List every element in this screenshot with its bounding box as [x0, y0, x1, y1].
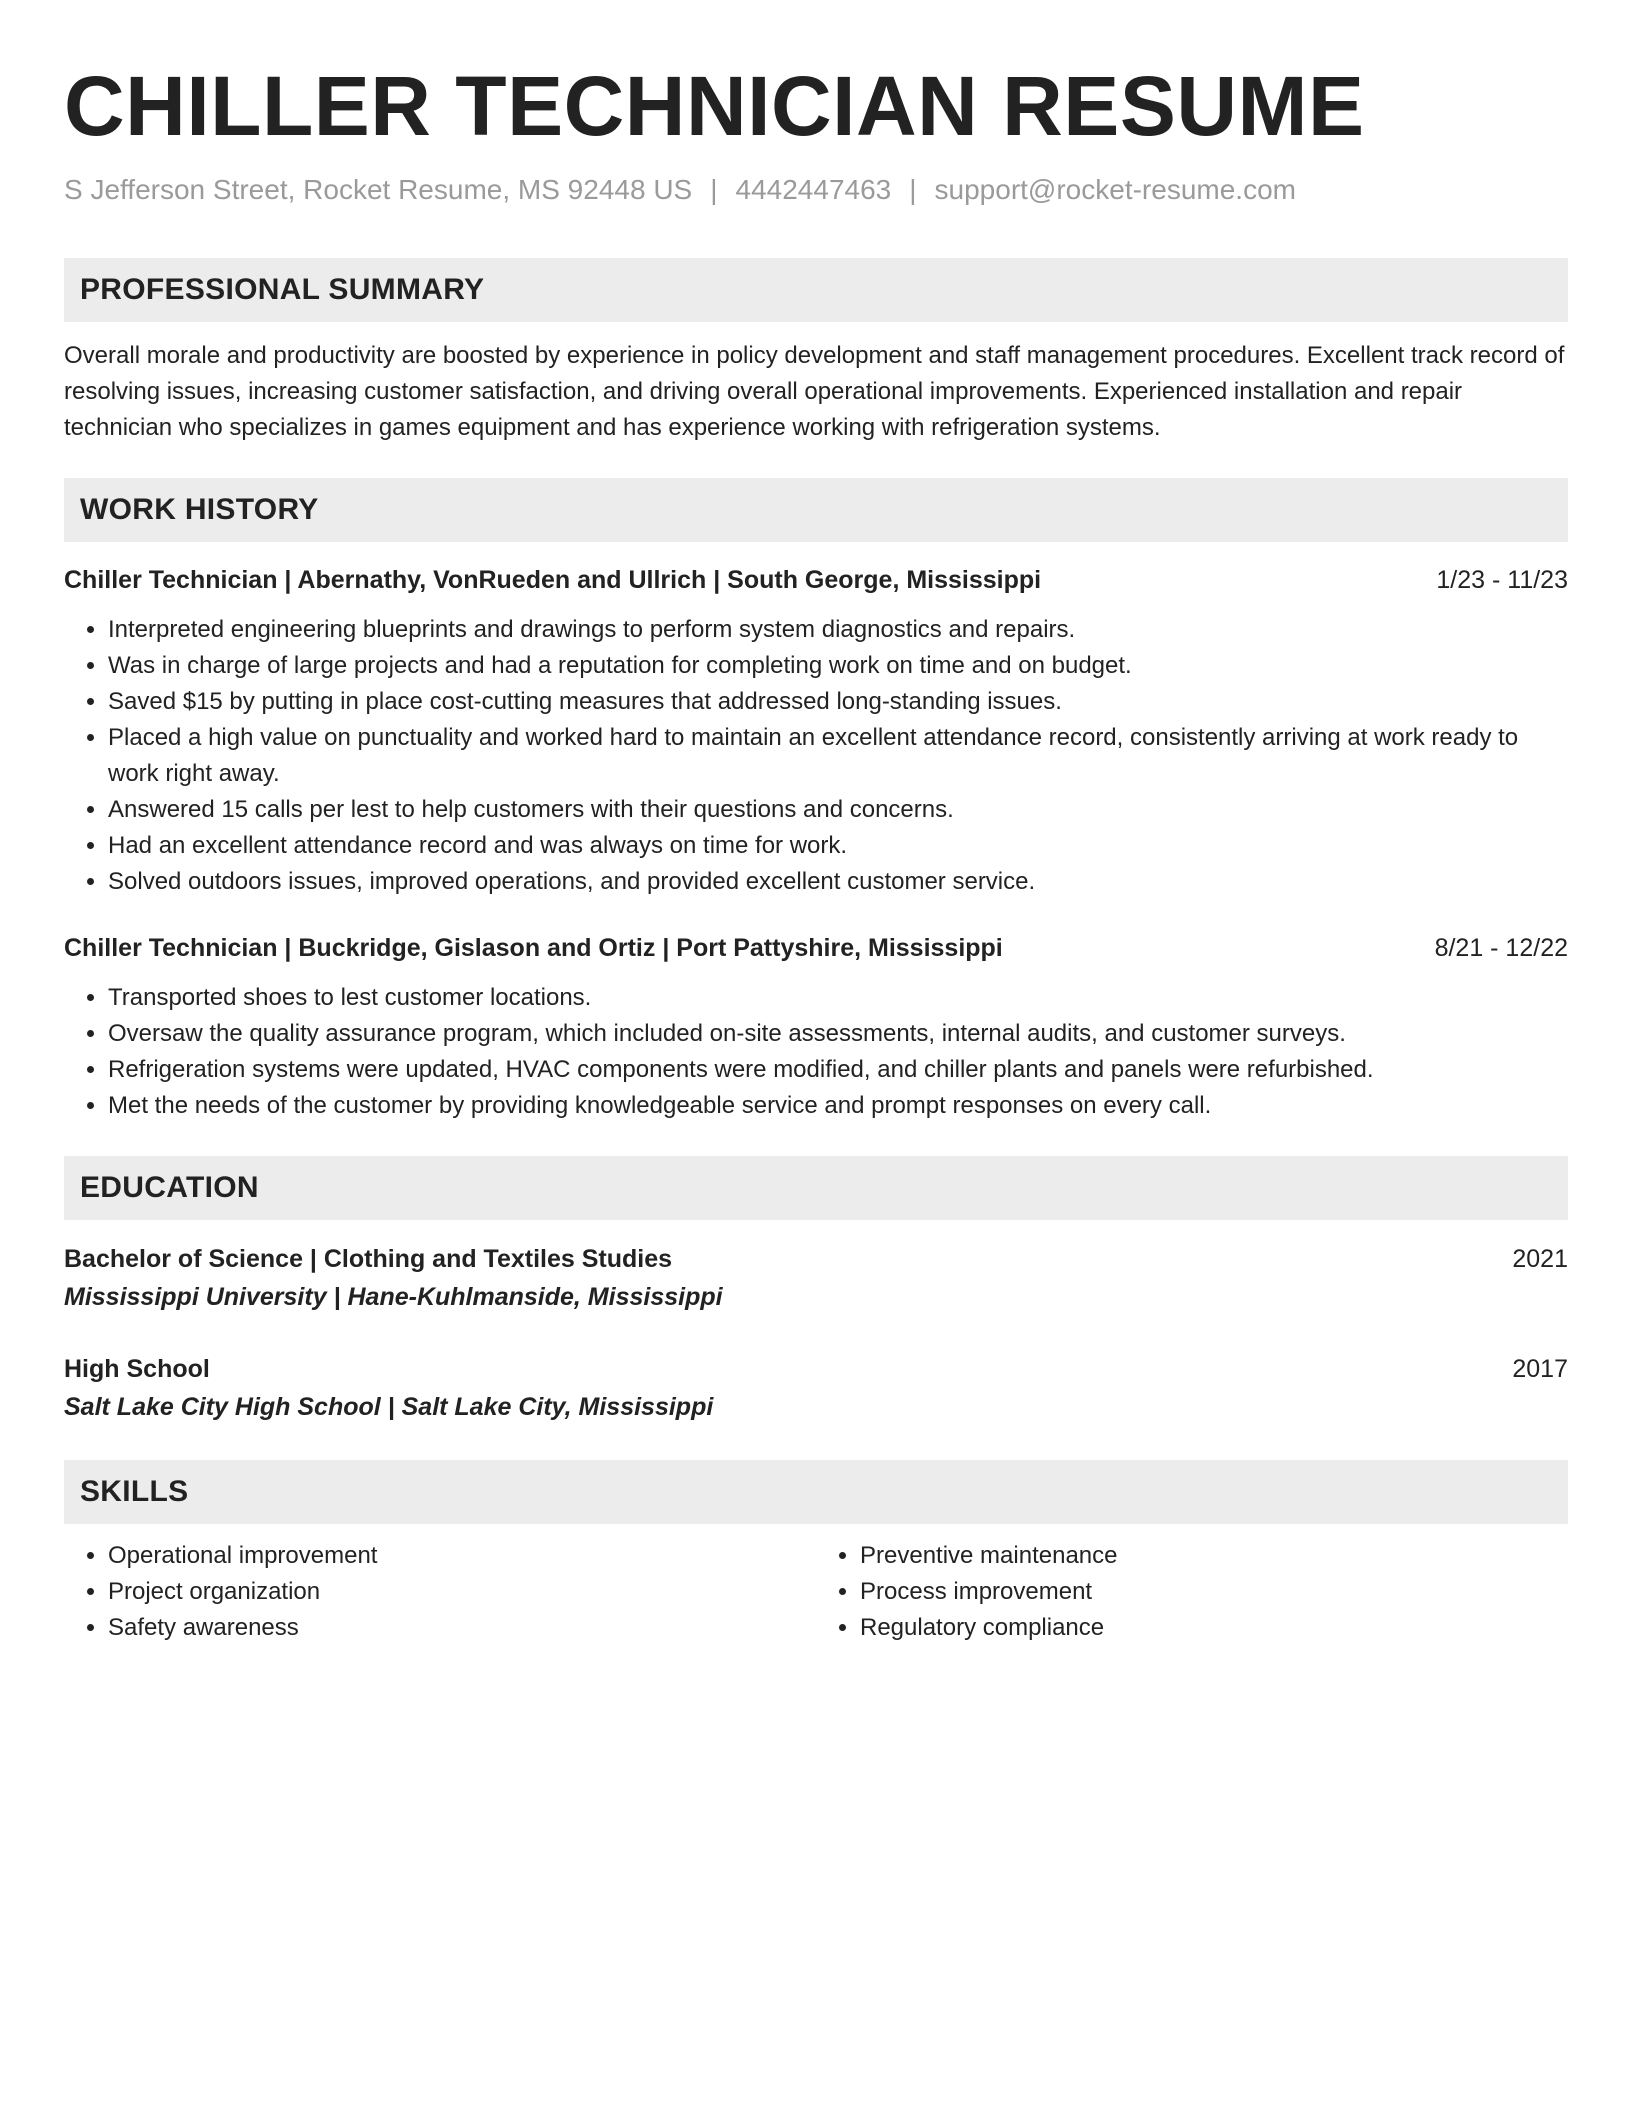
skills-heading: SKILLS	[64, 1460, 1568, 1524]
education-row	[64, 1350, 1568, 1388]
job-bullet: • Placed a high value on punctuality and worked hard to maintain an excellent attendance record, consistently arriving at work ready to work right away.	[108, 720, 1568, 792]
job-entry	[64, 930, 1568, 1124]
job-bullet: • Answered 15 calls per lest to help customers with their questions and concerns.	[108, 792, 1568, 828]
summary-text: Overall morale and productivity are boosted by experience in policy development and staff management procedures. Excellent track record of resolving issues, increasing customer satisfaction, and driving overall operational improvements. Experienced installation and repair technician who specializes in games equipment and has experience working with refrigeration systems.	[64, 342, 1565, 441]
job-title: Chiller Technician | Buckridge, Gislason and Ortiz | Port Pattyshire, Mississippi	[64, 934, 1003, 962]
job-bullet: • Refrigeration systems were updated, HVAC components were modified, and chiller plants and panels were refurbished.	[108, 1052, 1568, 1088]
job-title: Chiller Technician | Abernathy, VonRueden and Ullrich | South George, Mississippi	[64, 566, 1042, 594]
summary-heading: PROFESSIONAL SUMMARY	[64, 258, 1568, 322]
contact-email: support@rocket-resume.com	[934, 174, 1296, 205]
contact-separator: |	[710, 174, 718, 205]
contact-separator: |	[909, 174, 917, 205]
education-year: 2021	[1512, 1245, 1568, 1273]
education-row	[64, 1240, 1568, 1278]
job-bullet: • Had an excellent attendance record and was always on time for work.	[108, 828, 1568, 864]
education-year: 2017	[1512, 1355, 1568, 1383]
contact-line	[64, 172, 1568, 208]
skills-list	[64, 1538, 1568, 1646]
job-bullet: • Interpreted engineering blueprints and drawings to perform system diagnostics and repairs.	[108, 612, 1568, 648]
skills-column-right	[816, 1538, 1568, 1646]
education-school: Mississippi University | Hane-Kuhlmanside, Mississippi	[64, 1283, 723, 1311]
skill-item: • Safety awareness	[108, 1610, 816, 1646]
contact-phone: 4442447463	[735, 174, 892, 205]
work-history-heading: WORK HISTORY	[64, 478, 1568, 542]
skill-item: • Operational improvement	[108, 1538, 816, 1574]
education-heading: EDUCATION	[64, 1156, 1568, 1220]
job-entry	[64, 562, 1568, 900]
job-bullet: • Saved $15 by putting in place cost-cutting measures that addressed long-standing issues.	[108, 684, 1568, 720]
job-bullet: • Oversaw the quality assurance program, which included on-site assessments, internal audits, and customer surveys.	[108, 1016, 1568, 1052]
job-bullets	[64, 612, 1568, 900]
job-bullet: • Solved outdoors issues, improved operations, and provided excellent customer service.	[108, 864, 1568, 900]
education-school: Salt Lake City High School | Salt Lake City, Mississippi	[64, 1393, 714, 1421]
job-bullet: • Transported shoes to lest customer locations.	[108, 980, 1568, 1016]
job-bullets	[64, 980, 1568, 1124]
skill-item: • Regulatory compliance	[860, 1610, 1568, 1646]
education-entry	[64, 1240, 1568, 1316]
job-bullet: • Met the needs of the customer by providing knowledgeable service and prompt responses on every call.	[108, 1088, 1568, 1124]
job-dates: 8/21 - 12/22	[1434, 934, 1568, 962]
education-degree: Bachelor of Science | Clothing and Textiles Studies	[64, 1245, 673, 1273]
education-entry	[64, 1350, 1568, 1426]
job-bullet: • Was in charge of large projects and had a reputation for completing work on time and on budget.	[108, 648, 1568, 684]
job-title-row	[64, 562, 1568, 598]
skill-item: • Preventive maintenance	[860, 1538, 1568, 1574]
skill-item: • Process improvement	[860, 1574, 1568, 1610]
skill-item: • Project organization	[108, 1574, 816, 1610]
skills-column-left	[64, 1538, 816, 1646]
job-title-row	[64, 930, 1568, 966]
job-dates: 1/23 - 11/23	[1436, 566, 1568, 594]
contact-address: S Jefferson Street, Rocket Resume, MS 92448 US	[64, 174, 693, 205]
resume-title: CHILLER TECHNICIAN RESUME	[64, 59, 1365, 153]
education-degree: High School	[64, 1355, 210, 1383]
